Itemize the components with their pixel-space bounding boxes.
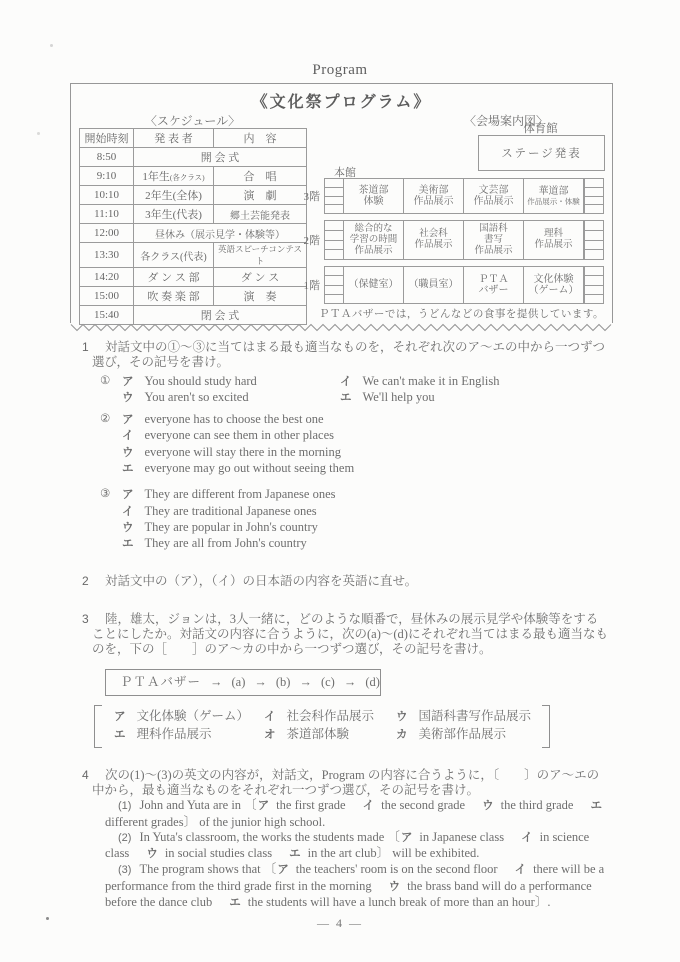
- option-key: イ: [340, 375, 352, 388]
- q4-item-3: [105, 862, 610, 911]
- presenter-cell: 各クラス(代表): [134, 243, 214, 268]
- option-key: エ: [340, 391, 352, 404]
- option-key: イ: [514, 864, 527, 877]
- col-presenter: 発 表 者: [134, 129, 214, 148]
- option-key: ウ: [122, 391, 134, 404]
- option-text: different grades: [105, 814, 184, 829]
- room-integrated-study: 総合的な 学習の時間 作品展示: [343, 220, 404, 260]
- page-number: — 4 —: [317, 916, 363, 930]
- option: [122, 487, 610, 503]
- option-text: everyone can see them in other places: [144, 428, 334, 443]
- room-science: 理科 作品展示: [523, 220, 584, 260]
- circled-number: ①: [100, 374, 111, 387]
- option: [122, 445, 610, 461]
- option-text: You aren't so excited: [144, 389, 249, 404]
- q1-group-3: [100, 487, 610, 552]
- time-cell: 10:10: [80, 186, 134, 205]
- option-text: the brass band will do a performance before the dance club: [105, 878, 592, 910]
- option-text: 理科作品展示: [136, 727, 212, 742]
- presenter-cell: 2年生(全体): [134, 186, 214, 205]
- option: [114, 727, 264, 743]
- option-text: You should study hard: [144, 373, 257, 388]
- floor-label: 3階: [303, 191, 320, 203]
- option-text: the first grade: [276, 798, 346, 813]
- option-text: They are different from Japanese ones: [144, 487, 336, 502]
- q4-item-1: [105, 798, 610, 830]
- option-key: ウ: [388, 880, 401, 893]
- question-2: [82, 573, 610, 589]
- option: [264, 727, 396, 743]
- option-key: エ: [289, 848, 301, 861]
- torn-edge: [70, 322, 614, 333]
- col-content: 内 容: [214, 129, 307, 148]
- option-text: 国語科書写作品展示: [418, 709, 532, 724]
- content-cell: 英語スピーチコンテスト: [214, 243, 307, 268]
- room-nurse-office: （保健室）: [343, 266, 404, 304]
- main-building-label: 本館: [334, 167, 356, 179]
- stairs-left: [324, 178, 344, 214]
- option-key: ウ: [122, 446, 134, 459]
- scan-speck: [50, 44, 53, 47]
- option: [122, 536, 610, 552]
- arrow-right-icon: →: [254, 674, 267, 689]
- option-text: in social studies class: [164, 846, 273, 861]
- option-key: エ: [229, 897, 241, 910]
- floor-1f: [303, 266, 604, 304]
- q1-group-2: [100, 412, 610, 477]
- option: [396, 709, 534, 725]
- schedule-table: [79, 128, 307, 325]
- room-flower-club: 華道部 作品展示・体験: [523, 178, 584, 214]
- option-text: They are popular in John's country: [144, 519, 318, 534]
- sequence-box: [105, 669, 381, 696]
- option-key: イ: [122, 505, 134, 518]
- merged-cell: 昼休み（展示見学・体験等）: [134, 224, 307, 243]
- option-key: ウ: [396, 711, 408, 724]
- arrow-right-icon: →: [210, 674, 223, 689]
- option-text: everyone has to choose the best one: [144, 412, 324, 427]
- question-3: [82, 611, 610, 748]
- item-text: In Yuta's classroom, the works the students made 〔: [139, 829, 400, 844]
- time-cell: 13:30: [80, 243, 134, 268]
- scan-speck: [37, 132, 40, 135]
- schedule-row: [80, 148, 307, 167]
- room-japanese-calligraphy: 国語科 書写 作品展示: [463, 220, 524, 260]
- time-cell: 8:50: [80, 148, 134, 167]
- gym-box: ステージ発表: [478, 135, 605, 171]
- floor-3f: [303, 178, 604, 214]
- option-key: ア: [257, 800, 270, 813]
- option-key: ア: [114, 711, 126, 724]
- sequence-slot: (a): [231, 674, 246, 689]
- option-text: there will be a performance from the third grade first in the morning: [105, 862, 605, 893]
- option-key: イ: [362, 800, 375, 813]
- schedule-row: [80, 186, 307, 205]
- room-literature-club: 文芸部 作品展示: [463, 178, 524, 214]
- option-text: 社会科作品展示: [286, 709, 375, 724]
- content-cell: 郷土芸能発表: [214, 205, 307, 224]
- option-key: ア: [277, 864, 289, 877]
- option-text: We'll help you: [362, 389, 435, 404]
- room-art-club: 美術部 作品展示: [403, 178, 464, 214]
- gym-label: 体育館: [523, 123, 558, 135]
- presenter-cell: 1年生(各クラス): [134, 167, 214, 186]
- option: [122, 374, 340, 390]
- option-key: ア: [122, 489, 134, 502]
- item-number: (2): [118, 831, 132, 844]
- item-text: John and Yuta are in 〔: [139, 798, 257, 813]
- option-key: ウ: [146, 848, 158, 861]
- schedule-row: [80, 268, 307, 287]
- option-key: ア: [122, 375, 134, 388]
- program-title: 《文化祭プログラム》: [251, 94, 432, 111]
- arrow-right-icon: →: [299, 674, 312, 689]
- arrow-right-icon: →: [343, 674, 357, 689]
- sequence-slot: (b): [275, 674, 291, 689]
- schedule-row: [80, 287, 307, 306]
- option-text: 美術部作品展示: [418, 727, 507, 742]
- col-start-time: 開始時刻: [80, 129, 134, 148]
- item-text: 〕 will be exhibited.: [376, 846, 480, 861]
- option-text: They are all from John's country: [144, 536, 307, 551]
- document-title: Program: [312, 62, 368, 78]
- option-key: オ: [264, 729, 276, 742]
- item-number: (1): [118, 800, 132, 813]
- schedule-row: [80, 224, 307, 243]
- q1-group-1: [100, 374, 610, 407]
- option-key: カ: [396, 729, 408, 742]
- option-text: We can't make it in English: [362, 373, 500, 388]
- room-teachers-room: （職員室）: [403, 266, 464, 304]
- option-key: イ: [264, 711, 276, 724]
- item-text: 〕.: [534, 895, 551, 910]
- time-cell: 11:10: [80, 205, 134, 224]
- option: [114, 709, 264, 725]
- floor-label: 2階: [303, 235, 320, 247]
- option-text: 茶道部体験: [286, 727, 350, 742]
- option-key: ウ: [482, 800, 494, 813]
- question-number: 4: [82, 767, 89, 782]
- options-bracket: [94, 705, 550, 748]
- content-cell: 演 奏: [214, 287, 307, 306]
- option: [340, 374, 610, 390]
- option-text: everyone will stay there in the morning: [144, 444, 341, 459]
- time-cell: 9:10: [80, 167, 134, 186]
- presenter-cell: 吹 奏 楽 部: [134, 287, 214, 306]
- room-tea-ceremony: 茶道部 体験: [343, 178, 404, 214]
- question-number: 1: [82, 340, 89, 354]
- option-key: ウ: [122, 521, 134, 534]
- circled-number: ③: [100, 488, 111, 501]
- item-text: The program shows that 〔: [139, 862, 277, 877]
- option-key: ア: [122, 414, 134, 427]
- sequence-slot: (c): [320, 674, 335, 689]
- circled-number: ②: [100, 413, 111, 426]
- question-prompt: 陸，雄太，ジョンは，3人一緒に，どのような順番で，昼休みの展示見学や体験等をすることにしたか。対話文の内容に合うように，次の(a)～(d)にそれぞれ当てはまる最も適当なものを，下の［ ］のア～カの中から一つずつ選び，その記号を書け。: [92, 611, 608, 657]
- question-4: [82, 767, 610, 912]
- option: [122, 461, 610, 477]
- merged-cell: 閉 会 式: [134, 306, 307, 325]
- schedule-row: [80, 167, 307, 186]
- stairs-right: [584, 220, 604, 260]
- stairs-left: [324, 266, 344, 304]
- question-number: 3: [82, 611, 89, 626]
- option-text: the second grade: [381, 798, 466, 813]
- map-heading: 〈会場案内図〉: [463, 114, 548, 128]
- option: [122, 520, 610, 536]
- item-text: 〕 of the junior high school.: [183, 814, 326, 829]
- time-cell: 15:00: [80, 287, 134, 306]
- bazaar-note: ＰＴＡバザーでは，うどんなどの食事を提供しています。: [318, 309, 604, 320]
- option-key: エ: [122, 538, 134, 551]
- content-cell: ダ ン ス: [214, 268, 307, 287]
- option: [122, 428, 610, 444]
- schedule-row: [80, 205, 307, 224]
- option: [122, 504, 610, 520]
- sequence-slot: (d): [365, 674, 380, 689]
- merged-cell: 開 会 式: [134, 148, 307, 167]
- content-cell: 演 劇: [214, 186, 307, 205]
- option: [396, 727, 534, 743]
- option-key: エ: [590, 800, 602, 813]
- time-cell: 12:00: [80, 224, 134, 243]
- option-key: ア: [400, 831, 413, 844]
- option-text: They are traditional Japanese ones: [144, 503, 317, 518]
- option-text: in science class: [105, 829, 590, 861]
- schedule-header-row: [80, 129, 307, 148]
- content-cell: 合 唱: [214, 167, 307, 186]
- option-key: イ: [521, 831, 533, 844]
- question-prompt: 対話文中の①～③に当てはまる最も適当なものを，それぞれ次のア～エの中から一つずつ選び，その記号を書け。: [92, 340, 606, 370]
- option-text: everyone may go out without seeing them: [144, 461, 355, 476]
- time-cell: 15:40: [80, 306, 134, 325]
- room-pta-bazaar: ＰＴＡ バザー: [463, 266, 524, 304]
- presenter-cell: 3年生(代表): [134, 205, 214, 224]
- option-key: イ: [122, 430, 134, 443]
- presenter-cell: ダ ン ス 部: [134, 268, 214, 287]
- option: [122, 412, 610, 428]
- option: [122, 390, 340, 406]
- stairs-right: [584, 266, 604, 304]
- option-text: the teachers' room is on the second floor: [295, 862, 498, 877]
- option-text: 文化体験（ゲーム）: [136, 709, 250, 724]
- schedule-heading: 〈スケジュール〉: [144, 114, 241, 128]
- stairs-left: [324, 220, 344, 260]
- stairs-right: [584, 178, 604, 214]
- time-cell: 14:20: [80, 268, 134, 287]
- floor-label: 1階: [303, 280, 320, 292]
- option-key: エ: [122, 463, 134, 476]
- option-key: エ: [114, 729, 126, 742]
- option-text: the third grade: [500, 798, 574, 813]
- floor-2f: [303, 220, 604, 260]
- item-number: (3): [118, 864, 132, 877]
- room-social-studies: 社会科 作品展示: [403, 220, 464, 260]
- option: [264, 709, 396, 725]
- q4-item-2: [105, 830, 610, 863]
- program-box: [70, 83, 613, 323]
- question-1: [82, 340, 610, 553]
- questions: [0, 336, 680, 911]
- sequence-start: ＰＴＡバザー: [120, 674, 202, 689]
- question-prompt: 次の(1)～(3)の英文の内容が，対話文，Program の内容に合うように，〔 〕のア～エの中から，最も適当なものをそれぞれ一つずつ選び，その記号を書け。: [92, 767, 600, 797]
- question-prompt: 対話文中の（ア），（イ）の日本語の内容を英語に直せ。: [105, 573, 418, 588]
- option-text: in Japanese class: [419, 829, 505, 844]
- option-text: in the art club: [307, 846, 377, 861]
- option: [340, 390, 610, 406]
- question-number: 2: [82, 573, 89, 588]
- room-culture-game: 文化体験 （ゲーム）: [523, 266, 584, 304]
- schedule-row: [80, 243, 307, 268]
- option-text: the students will have a lunch break of more than an hour: [247, 895, 535, 910]
